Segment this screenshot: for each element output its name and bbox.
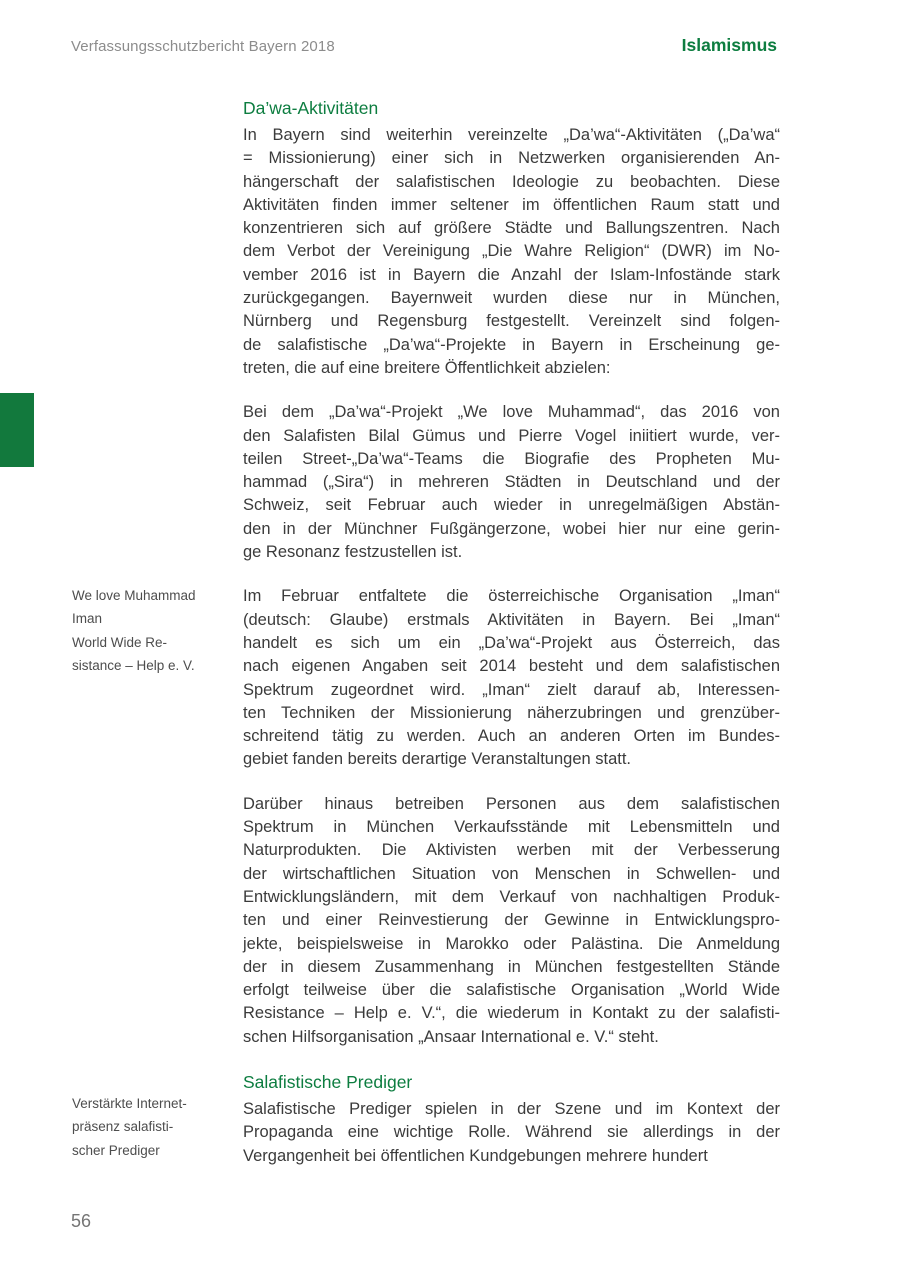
text-line: erfolgt teilweise über die salafistische Organisation „World Wide bbox=[243, 981, 780, 1000]
text-line: Naturprodukten. Die Aktivisten werben mit der Verbesserung bbox=[243, 841, 780, 860]
text-line: sistance – Help e. V. bbox=[72, 657, 195, 673]
text-line: den Salafisten Bilal Gümus und Pierre Vogel iniitiert wurde, ver- bbox=[243, 426, 780, 445]
text-line: Im Februar entfaltete die österreichische Organisation „Iman“ bbox=[243, 587, 780, 606]
text-line: nach eigenen Angaben seit 2014 besteht und dem salafistischen bbox=[243, 657, 780, 676]
text-line: Aktivitäten finden immer seltener im öffentlichen Raum statt und bbox=[243, 195, 780, 214]
chapter-tab-marker bbox=[0, 393, 34, 467]
text-line: ten und einer Reinvestierung der Gewinne in Entwicklungspro- bbox=[243, 911, 780, 930]
text-line: konzentrieren sich auf größere Städte und Ballungszentren. Nach bbox=[243, 219, 780, 238]
text-line: In Bayern sind weiterhin vereinzelte „Da’wa“-Aktivitäten („Da’wa“ bbox=[243, 126, 780, 144]
text-line: World Wide Re- bbox=[72, 634, 168, 650]
text-line: hängerschaft der salafistischen Ideologie zu beobachten. Diese bbox=[243, 172, 780, 191]
text-line: den in der Münchner Fußgängerzone, wobei hier nur eine gerin- bbox=[243, 519, 780, 538]
text-line: gebiet fanden bereits derartige Veranstaltungen statt. bbox=[243, 750, 632, 769]
text-line: der wirtschaftlichen Situation von Menschen in Schwellen- und bbox=[243, 864, 780, 883]
text-line: teilen Street-„Da’wa“-Teams die Biografie des Propheten Mu- bbox=[243, 449, 780, 468]
text-line: scher Prediger bbox=[72, 1142, 160, 1158]
text-line: Schweiz, seit Februar auch wieder in unregelmäßigen Abstän- bbox=[243, 496, 780, 515]
text-line: der in diesem Zusammenhang in München festgestellten Stände bbox=[243, 957, 780, 976]
text-line: Verstärkte Internet- bbox=[72, 1096, 187, 1111]
section-heading-salafistische-prediger: Salafistische Prediger bbox=[243, 1071, 413, 1092]
text-line: schreitend tätig zu werden. Auch an anderen Orten im Bundes- bbox=[243, 727, 780, 746]
text-line: schen Hilfsorganisation „Ansaar International e. V.“ steht. bbox=[243, 1027, 659, 1046]
text-line: vember 2016 ist in Bayern die Anzahl der Islam-Infostände stark bbox=[243, 265, 780, 284]
text-line: ten Techniken der Missionierung näherzubringen und grenzüber- bbox=[243, 703, 780, 722]
paragraph-iman bbox=[243, 585, 780, 771]
text-line: Propaganda eine wichtige Rolle. Während sie allerdings in der bbox=[243, 1123, 780, 1142]
text-line: dem Verbot der Vereinigung „Die Wahre Religion“ (DWR) im No- bbox=[243, 242, 780, 261]
text-line: präsenz salafisti- bbox=[72, 1119, 174, 1135]
text-line: Darüber hinaus betreiben Personen aus dem salafistischen bbox=[243, 794, 780, 813]
paragraph-prediger bbox=[243, 1098, 780, 1168]
text-line: Nürnberg und Regensburg festgestellt. Vereinzelt sind folgen- bbox=[243, 312, 780, 331]
paragraph-dawa-overview bbox=[243, 124, 780, 380]
paragraph-verkaufsstaende bbox=[243, 793, 780, 1049]
text-line: treten, die auf eine breitere Öffentlichkeit abzielen: bbox=[243, 358, 611, 377]
page-number: 56 bbox=[71, 1211, 92, 1231]
text-line: = Missionierung) einer sich in Netzwerken organisierenden An- bbox=[243, 149, 780, 168]
text-line: handelt es sich um ein „Da’wa“-Projekt aus Österreich, das bbox=[243, 633, 780, 652]
text-line: Bei dem „Da’wa“-Projekt „We love Muhammad“, das 2016 von bbox=[243, 403, 780, 422]
section-heading-dawa-aktivitaeten: Da’wa-Aktivitäten bbox=[243, 98, 379, 118]
running-header-chapter: Islamismus bbox=[681, 35, 777, 55]
text-line: Spektrum in München Verkaufsstände mit Lebensmitteln und bbox=[243, 818, 780, 837]
text-line: hammad („Sira“) in mehreren Städten in Deutschland und der bbox=[243, 473, 780, 492]
running-header-title: Verfassungsschutzbericht Bayern 2018 bbox=[71, 38, 335, 55]
paragraph-we-love-muhammad bbox=[243, 401, 780, 564]
text-line: Vergangenheit bei öffentlichen Kundgebungen mehrere hundert bbox=[243, 1146, 708, 1165]
text-line: Salafistische Prediger spielen in der Szene und im Kontext der bbox=[243, 1099, 780, 1118]
text-line: Entwicklungsländern, mit dem Verkauf von nachhaltigen Produk- bbox=[243, 887, 780, 906]
text-line: jekte, beispielsweise in Marokko oder Palästina. Die Anmeldung bbox=[243, 934, 780, 953]
text-line: ge Resonanz festzustellen ist. bbox=[243, 543, 463, 562]
margin-note-internet-presence bbox=[72, 1092, 237, 1162]
text-line: Resistance – Help e. V.“, die wiederum in Kontakt zu der salafisti- bbox=[243, 1004, 780, 1023]
text-line: We love Muhammad bbox=[72, 588, 196, 603]
body-text-column bbox=[243, 96, 780, 1189]
text-line: Spektrum zugeordnet wird. „Iman“ zielt darauf ab, Interessen- bbox=[243, 680, 780, 699]
text-line: de salafistische „Da’wa“-Projekte in Bayern in Erscheinung ge- bbox=[243, 335, 780, 354]
text-line: zurückgegangen. Bayernweit wurden diese nur in München, bbox=[243, 289, 780, 308]
text-line: (deutsch: Glaube) erstmals Aktivitäten in Bayern. Bei „Iman“ bbox=[243, 610, 780, 629]
margin-note-organisations bbox=[72, 584, 237, 677]
text-line: Iman bbox=[72, 611, 103, 627]
